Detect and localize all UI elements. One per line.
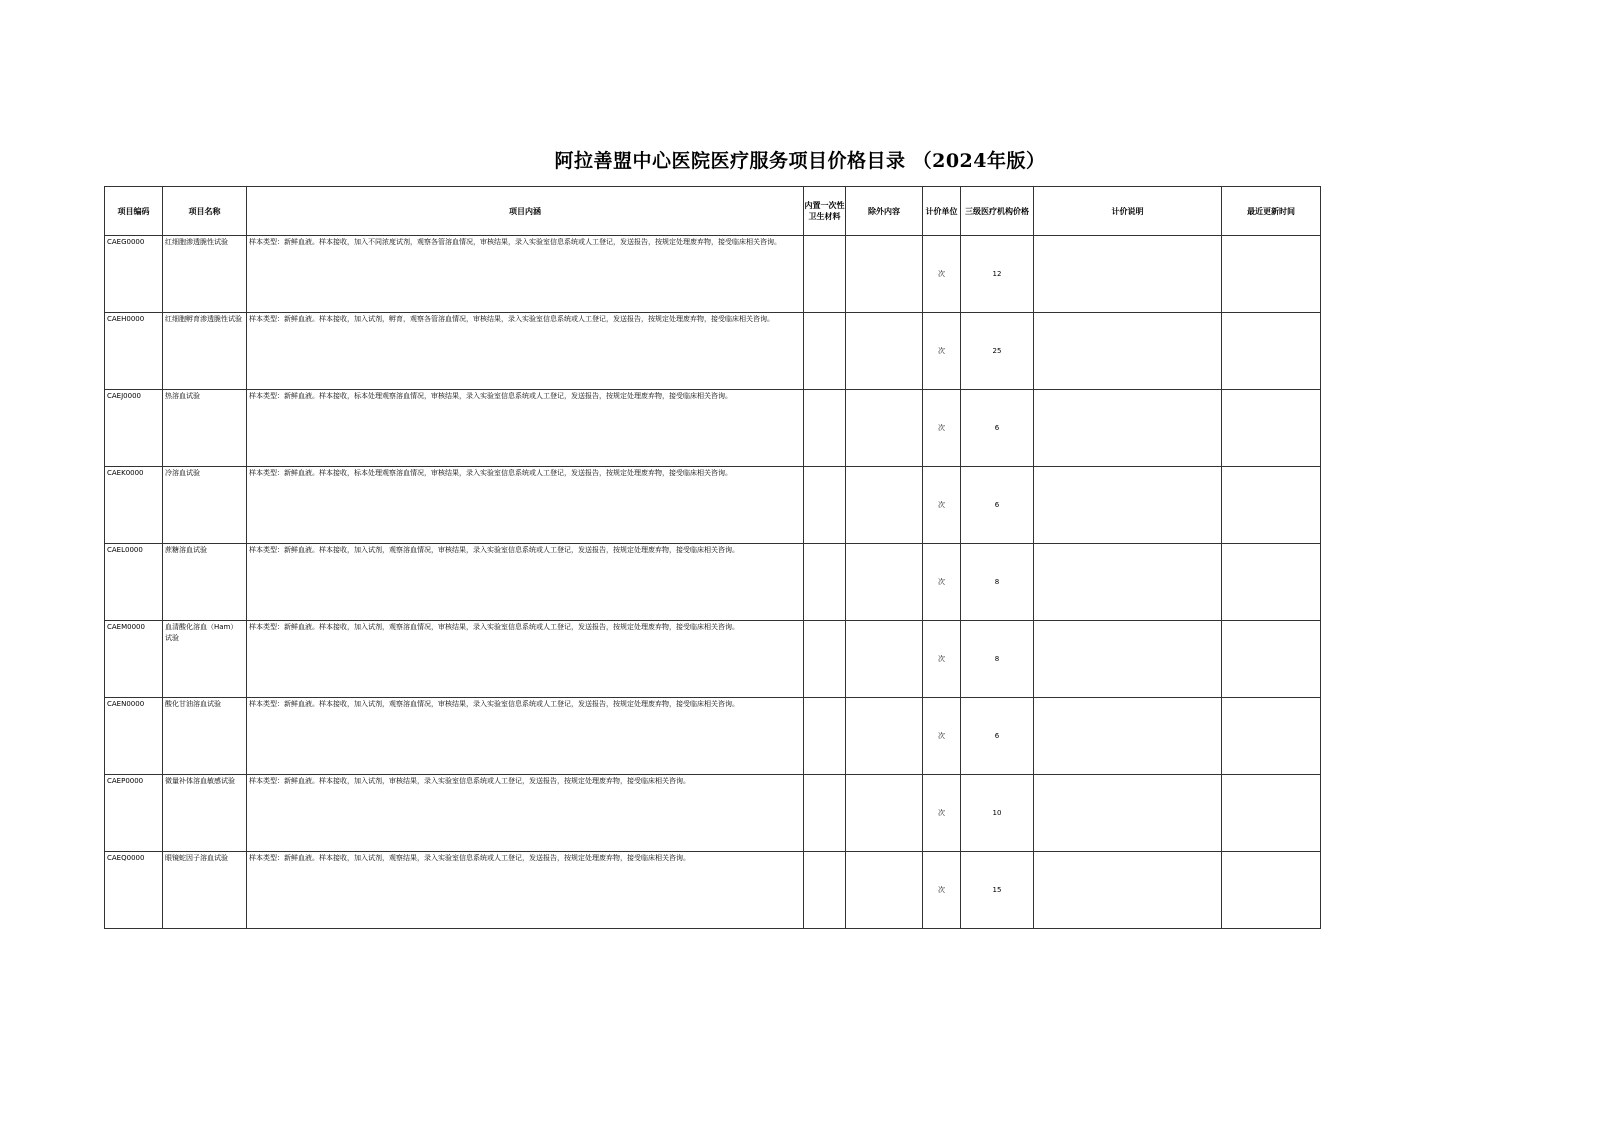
cell-code: CAEN0000 (105, 698, 163, 775)
cell-name: 热溶血试验 (163, 390, 247, 467)
cell-updated (1222, 236, 1321, 313)
cell-note (1034, 621, 1222, 698)
cell-code: CAEQ0000 (105, 852, 163, 929)
table-row (105, 852, 1321, 929)
cell-content: 样本类型：新鲜血液。样本接收，加入试剂，观察溶血情况，审核结果，录入实验室信息系统或人工登记，发送报告，按规定处理废弃物，接受临床相关咨询。 (247, 544, 804, 621)
cell-materials (804, 544, 846, 621)
cell-note (1034, 852, 1222, 929)
cell-price: 6 (961, 390, 1034, 467)
cell-name: 酸化甘油溶血试验 (163, 698, 247, 775)
cell-updated (1222, 775, 1321, 852)
cell-name: 冷溶血试验 (163, 467, 247, 544)
cell-name: 蔗糖溶血试验 (163, 544, 247, 621)
cell-updated (1222, 698, 1321, 775)
cell-price: 12 (961, 236, 1034, 313)
cell-excluded (846, 313, 923, 390)
cell-code: CAEM0000 (105, 621, 163, 698)
cell-materials (804, 236, 846, 313)
cell-unit: 次 (923, 313, 961, 390)
column-header-unit: 计价单位 (923, 187, 961, 236)
cell-updated (1222, 390, 1321, 467)
cell-name: 微量补体溶血敏感试验 (163, 775, 247, 852)
table-row (105, 621, 1321, 698)
column-header-excluded: 除外内容 (846, 187, 923, 236)
cell-price: 6 (961, 467, 1034, 544)
cell-excluded (846, 236, 923, 313)
cell-price: 25 (961, 313, 1034, 390)
cell-excluded (846, 698, 923, 775)
table-row (105, 236, 1321, 313)
column-header-price: 三级医疗机构价格 (961, 187, 1034, 236)
cell-name: 红细胞渗透脆性试验 (163, 236, 247, 313)
cell-code: CAEH0000 (105, 313, 163, 390)
column-header-updated: 最近更新时间 (1222, 187, 1321, 236)
cell-price: 15 (961, 852, 1034, 929)
column-header-note: 计价说明 (1034, 187, 1222, 236)
table-row (105, 313, 1321, 390)
cell-price: 10 (961, 775, 1034, 852)
cell-unit: 次 (923, 390, 961, 467)
cell-name: 血清酸化溶血（Ham）试验 (163, 621, 247, 698)
cell-unit: 次 (923, 236, 961, 313)
cell-price: 8 (961, 621, 1034, 698)
cell-unit: 次 (923, 621, 961, 698)
cell-updated (1222, 621, 1321, 698)
cell-materials (804, 775, 846, 852)
cell-content: 样本类型：新鲜血液。样本接收，加入试剂，观察结果，录入实验室信息系统或人工登记，发送报告，按规定处理废弃物，接受临床相关咨询。 (247, 852, 804, 929)
cell-unit: 次 (923, 775, 961, 852)
cell-excluded (846, 390, 923, 467)
cell-code: CAEP0000 (105, 775, 163, 852)
cell-code: CAEG0000 (105, 236, 163, 313)
cell-content: 样本类型：新鲜血液。样本接收，加入试剂，孵育，观察各管溶血情况，审核结果，录入实验室信息系统或人工登记，发送报告，按规定处理废弃物，接受临床相关咨询。 (247, 313, 804, 390)
column-header-code: 项目编码 (105, 187, 163, 236)
cell-name: 眼镜蛇因子溶血试验 (163, 852, 247, 929)
cell-code: CAEK0000 (105, 467, 163, 544)
cell-code: CAEL0000 (105, 544, 163, 621)
cell-unit: 次 (923, 852, 961, 929)
cell-content: 样本类型：新鲜血液。样本接收，加入试剂，观察溶血情况，审核结果，录入实验室信息系统或人工登记，发送报告，按规定处理废弃物，接受临床相关咨询。 (247, 621, 804, 698)
table-row (105, 775, 1321, 852)
price-table (104, 186, 1321, 929)
cell-unit: 次 (923, 467, 961, 544)
cell-note (1034, 236, 1222, 313)
header-row (105, 187, 1321, 236)
table-row (105, 467, 1321, 544)
cell-excluded (846, 467, 923, 544)
cell-name: 红细胞孵育渗透脆性试验 (163, 313, 247, 390)
cell-updated (1222, 544, 1321, 621)
cell-materials (804, 390, 846, 467)
table-row (105, 698, 1321, 775)
cell-unit: 次 (923, 698, 961, 775)
cell-content: 样本类型：新鲜血液。样本接收，加入试剂，审核结果，录入实验室信息系统或人工登记，发送报告，按规定处理废弃物，接受临床相关咨询。 (247, 775, 804, 852)
cell-note (1034, 390, 1222, 467)
column-header-materials: 内置一次性卫生材料 (804, 187, 846, 236)
cell-content: 样本类型：新鲜血液。样本接收，加入试剂，观察溶血情况，审核结果，录入实验室信息系统或人工登记，发送报告，按规定处理废弃物，接受临床相关咨询。 (247, 698, 804, 775)
cell-unit: 次 (923, 544, 961, 621)
cell-updated (1222, 852, 1321, 929)
cell-content: 样本类型：新鲜血液。样本接收，标本处理观察溶血情况，审核结果，录入实验室信息系统或人工登记，发送报告，按规定处理废弃物，接受临床相关咨询。 (247, 390, 804, 467)
cell-materials (804, 852, 846, 929)
cell-updated (1222, 467, 1321, 544)
cell-note (1034, 467, 1222, 544)
cell-price: 6 (961, 698, 1034, 775)
page-title: 阿拉善盟中心医院医疗服务项目价格目录 （2024年版） (554, 150, 1046, 172)
cell-materials (804, 467, 846, 544)
cell-note (1034, 698, 1222, 775)
cell-note (1034, 313, 1222, 390)
cell-note (1034, 544, 1222, 621)
cell-excluded (846, 775, 923, 852)
cell-content: 样本类型：新鲜血液。样本接收，加入不同浓度试剂，观察各管溶血情况，审核结果，录入实验室信息系统或人工登记，发送报告，按规定处理废弃物，接受临床相关咨询。 (247, 236, 804, 313)
cell-price: 8 (961, 544, 1034, 621)
cell-updated (1222, 313, 1321, 390)
cell-excluded (846, 544, 923, 621)
cell-materials (804, 698, 846, 775)
cell-excluded (846, 621, 923, 698)
cell-materials (804, 313, 846, 390)
cell-code: CAEJ0000 (105, 390, 163, 467)
cell-content: 样本类型：新鲜血液。样本接收，标本处理观察溶血情况，审核结果，录入实验室信息系统或人工登记，发送报告，按规定处理废弃物，接受临床相关咨询。 (247, 467, 804, 544)
cell-note (1034, 775, 1222, 852)
column-header-name: 项目名称 (163, 187, 247, 236)
cell-excluded (846, 852, 923, 929)
column-header-content: 项目内涵 (247, 187, 804, 236)
cell-materials (804, 621, 846, 698)
table-row (105, 390, 1321, 467)
table-row (105, 544, 1321, 621)
